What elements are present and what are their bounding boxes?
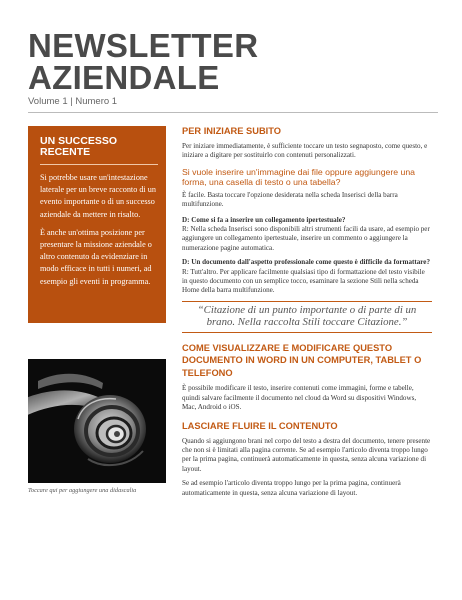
section-paragraph[interactable]: Quando si aggiungono brani nel corpo del testo a destra del documento, tenere presente che non si è limitati alla pagina corrente. Se ad esempio l'articolo diventa troppo lungo per la prima pagina, continuerà automaticamente in questa, senza alcuna variazione di layout. bbox=[182, 436, 431, 473]
sidebar-divider bbox=[40, 164, 158, 165]
qa-block[interactable] bbox=[182, 258, 432, 296]
section-heading-getting-started[interactable]: PER INIZIARE SUBITO bbox=[182, 126, 282, 136]
header-divider bbox=[28, 112, 438, 113]
sidebar-heading[interactable] bbox=[40, 136, 158, 158]
newsletter-title-line1[interactable]: NEWSLETTER bbox=[28, 27, 259, 64]
sidebar-paragraph[interactable]: Si potrebbe usare un'intestazione laterale per un breve racconto di un evento importante o di un successo aziendale da mettere in risalto. bbox=[40, 173, 156, 219]
question-text: D: Un documento dall'aspetto professionale come questo è difficile da formattare? bbox=[182, 258, 430, 267]
answer-text: R: Nella scheda Inserisci sono disponibili altri strumenti facili da usare, ad esempio per aggiungere un collegamento ipertestuale, inserire un commento o aggiungere la numerazione pagine automatica. bbox=[182, 225, 430, 252]
photo-caption[interactable]: Toccare qui per aggiungere una didascalia bbox=[28, 487, 137, 494]
pull-quote[interactable]: “Citazione di un punto importante o di parte di un brano. Nella raccolta Stili toccare Citazione.” bbox=[197, 303, 417, 329]
sidebar-heading-line1: UN SUCCESSO bbox=[40, 135, 118, 147]
section-paragraph[interactable]: È facile. Basta toccare l'opzione desiderata nella scheda Inserisci della barra multifunzione. bbox=[182, 190, 398, 209]
section-heading-flow-content[interactable]: LASCIARE FLUIRE IL CONTENUTO bbox=[182, 420, 338, 431]
violin-scroll-image bbox=[28, 359, 166, 483]
qa-block[interactable] bbox=[182, 216, 432, 254]
question-text: D: Come si fa a inserire un collegamento ipertestuale? bbox=[182, 215, 346, 224]
subheading-insert-image[interactable]: Si vuole inserire un'immagine dai file oppure aggiungere una forma, una casella di testo o una tabella? bbox=[182, 166, 415, 187]
main-column bbox=[182, 126, 432, 498]
quote-bottom-rule bbox=[182, 332, 432, 333]
sidebar-paragraph[interactable]: È anche un'ottima posizione per presentare la missione aziendale o altro contenuto da evidenziare in modo efficace in tutti i numeri, ad esempio gli eventi in programma. bbox=[40, 227, 152, 286]
section-paragraph[interactable]: È possibile modificare il testo, inserire contenuti come immagini, forme e tabelle, quindi salvare facilmente il documento nel cloud da Word su dispositivi Windows, Mac, Android o iOS. bbox=[182, 384, 417, 412]
section-heading-view-edit[interactable]: COME VISUALIZZARE E MODIFICARE QUESTO DOCUMENTO IN WORD IN UN COMPUTER, TABLET O TELEFONO bbox=[182, 342, 422, 378]
section-paragraph[interactable]: Per iniziare immediatamente, è sufficiente toccare un testo segnaposto, come questo, e iniziare a digitare per sostituirlo con contenuti personalizzati. bbox=[182, 142, 428, 160]
sidebar-heading-line2: RECENTE bbox=[40, 146, 91, 158]
volume-issue-line[interactable]: Volume 1 | Numero 1 bbox=[28, 96, 118, 107]
masthead bbox=[28, 27, 438, 96]
answer-text: R: Tutt'altro. Per applicare facilmente qualsiasi tipo di formattazione del testo visibile in questo documento con un semplice tocco, esaminare la sezione Stili nella scheda Home della barra multifunzione. bbox=[182, 267, 425, 295]
sidebar-box bbox=[28, 126, 166, 323]
newsletter-title-line2[interactable]: AZIENDALE bbox=[28, 59, 220, 96]
section-paragraph[interactable]: Se ad esempio l'articolo diventa troppo lungo per la prima pagina, continuerà automaticamente in questa, senza alcuna variazione di layout. bbox=[182, 479, 401, 497]
violin-scroll-photo[interactable] bbox=[28, 359, 166, 483]
